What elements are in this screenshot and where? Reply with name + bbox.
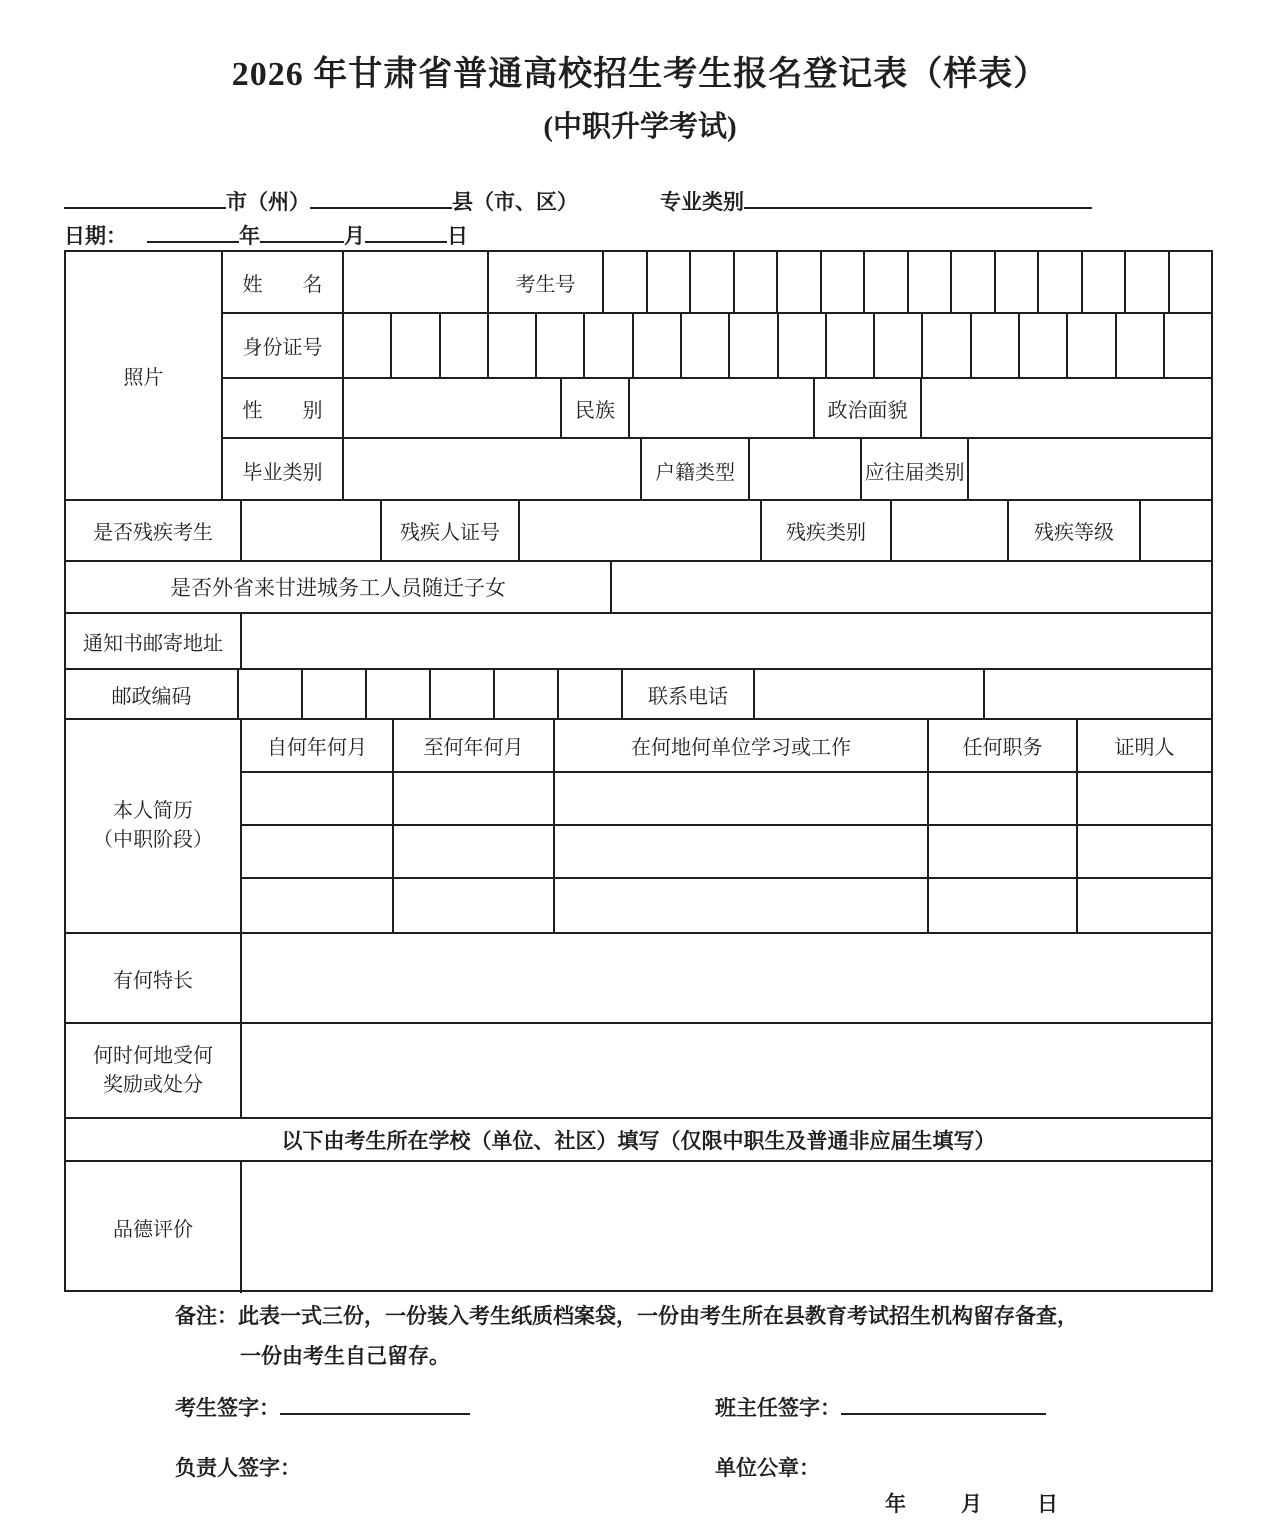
photo-block-right (223, 252, 1211, 499)
footer-year-label: 年 (885, 1492, 906, 1516)
date-line (64, 220, 1214, 250)
footer-day-label: 日 (1037, 1492, 1058, 1516)
is-disabled-label: 是否残疾考生 (66, 501, 242, 560)
exam-no-digit-box[interactable] (604, 252, 648, 312)
contact-phone-value-cell-1[interactable] (755, 670, 985, 718)
candidate-signature-label: 考生签字： (175, 1396, 280, 1420)
postal-digit-box[interactable] (239, 670, 303, 718)
specialties-value-cell[interactable] (242, 934, 1211, 1022)
id-digit-box[interactable] (779, 314, 827, 377)
id-digit-box[interactable] (972, 314, 1020, 377)
contact-phone-value-cell-2[interactable] (985, 670, 1211, 718)
migrant-children-label: 是否外省来甘进城务工人员随迁子女 (66, 562, 612, 612)
id-digit-box[interactable] (827, 314, 875, 377)
moral-row (66, 1162, 1211, 1293)
ethnicity-label: 民族 (562, 379, 630, 437)
mailing-address-label: 通知书邮寄地址 (66, 614, 242, 668)
disability-cert-value-cell[interactable] (520, 501, 762, 560)
page-title: 2026 年甘肃省普通高校招生考生报名登记表（样表） (231, 56, 1049, 93)
id-digit-box[interactable] (537, 314, 585, 377)
id-digit-box[interactable] (923, 314, 971, 377)
date-month-label: 月 (344, 224, 365, 248)
awards-label-line2: 奖励或处分 (103, 1073, 203, 1096)
specialties-row (66, 934, 1211, 1024)
exam-no-digit-box[interactable] (822, 252, 866, 312)
head-teacher-signature-line (715, 1392, 1046, 1422)
disability-category-value-cell[interactable] (892, 501, 1009, 560)
resume-data-row (242, 826, 1211, 879)
exam-no-digit-box[interactable] (996, 252, 1040, 312)
county-blank[interactable] (310, 186, 452, 209)
resume-block-row (66, 720, 1211, 934)
postal-digit-box[interactable] (559, 670, 623, 718)
resume-cell[interactable] (394, 879, 555, 933)
id-digit-box[interactable] (1117, 314, 1165, 377)
id-digit-box[interactable] (585, 314, 633, 377)
footer-month-label: 月 (961, 1492, 982, 1516)
school-fill-notice: 以下由考生所在学校（单位、社区）填写（仅限中职生及普通非应届生填写） (281, 1128, 996, 1153)
exam-no-digit-box[interactable] (735, 252, 779, 312)
city-label: 市（州） (226, 190, 310, 214)
postal-phone-row (66, 670, 1211, 720)
exam-no-digit-box[interactable] (778, 252, 822, 312)
disability-category-label: 残疾类别 (762, 501, 892, 560)
location-line (64, 186, 1214, 216)
political-status-value-cell[interactable] (922, 379, 1211, 437)
date-label: 日期： (64, 224, 127, 248)
is-disabled-value-cell[interactable] (242, 501, 382, 560)
id-digit-box[interactable] (441, 314, 489, 377)
resume-title-line2: （中职阶段） (93, 829, 213, 851)
id-digit-box[interactable] (682, 314, 730, 377)
migrant-row (66, 562, 1211, 614)
postal-digit-box[interactable] (367, 670, 431, 718)
name-label: 姓 名 (223, 252, 344, 312)
awards-row (66, 1024, 1211, 1119)
disability-row (66, 501, 1211, 562)
migrant-children-value-cell[interactable] (612, 562, 1211, 612)
resume-cell[interactable] (242, 879, 394, 933)
id-digit-box[interactable] (1068, 314, 1116, 377)
gender-row (223, 379, 1211, 439)
note-line-1: 备注：此表一式三份，一份装入考生纸质档案袋，一份由考生所在县教育考试招生机构留存备查， (175, 1304, 1078, 1328)
resume-cell[interactable] (1078, 826, 1211, 877)
id-digit-box[interactable] (1165, 314, 1211, 377)
mailing-address-value-cell[interactable] (242, 614, 1211, 668)
id-digit-box[interactable] (730, 314, 778, 377)
id-no-label: 身份证号 (223, 314, 344, 377)
resume-cell[interactable] (1078, 879, 1211, 933)
graduation-category-value-cell[interactable] (344, 439, 642, 501)
exam-no-digit-box[interactable] (909, 252, 953, 312)
resume-col-to: 至何年何月 (394, 720, 555, 771)
major-category-blank[interactable] (744, 186, 1092, 209)
disability-level-value-cell[interactable] (1141, 501, 1211, 560)
footer-ymd-line (885, 1488, 1058, 1518)
resume-col-witness: 证明人 (1114, 737, 1175, 759)
date-year-blank[interactable] (147, 220, 239, 243)
postal-digit-box[interactable] (303, 670, 367, 718)
resume-cell[interactable] (929, 826, 1078, 877)
school-notice-row (66, 1119, 1211, 1162)
name-row (223, 252, 1211, 314)
page-subtitle: (中职升学考试) (543, 111, 737, 143)
id-digit-box[interactable] (489, 314, 537, 377)
head-teacher-signature-blank[interactable] (841, 1392, 1046, 1415)
awards-label-line1: 何时何地受何 (93, 1044, 213, 1067)
resume-col-position: 任何职务 (929, 720, 1078, 771)
city-blank[interactable] (64, 186, 226, 209)
exam-no-digit-box[interactable] (865, 252, 909, 312)
resume-cell[interactable] (929, 879, 1078, 933)
resume-cell[interactable] (929, 773, 1078, 824)
exam-no-digit-box[interactable] (1083, 252, 1127, 312)
exam-no-digit-box[interactable] (1170, 252, 1212, 312)
id-digit-box[interactable] (875, 314, 923, 377)
date-year-label: 年 (239, 224, 260, 248)
exam-no-label: 考生号 (489, 252, 604, 312)
graduation-category-label: 毕业类别 (223, 439, 344, 501)
name-value-cell[interactable] (344, 252, 489, 312)
responsible-signature-label: 负责人签字： (175, 1456, 301, 1480)
resume-col-where: 在何地何单位学习或工作 (555, 720, 929, 771)
awards-value-cell[interactable] (242, 1024, 1211, 1117)
exam-no-digit-box[interactable] (691, 252, 735, 312)
registration-table (64, 250, 1213, 1292)
id-digit-box[interactable] (634, 314, 682, 377)
postal-code-label: 邮政编码 (66, 670, 239, 718)
date-day-blank[interactable] (365, 220, 447, 243)
resume-grid (242, 720, 1211, 932)
exam-no-boxes (604, 252, 1211, 312)
gender-value-cell[interactable] (344, 379, 562, 437)
gender-label: 性 别 (223, 379, 344, 437)
resume-title-line1: 本人简历 (113, 800, 193, 822)
unit-seal-label: 单位公章： (715, 1456, 820, 1480)
resume-col-from: 自何年何月 (242, 720, 394, 771)
id-digit-box[interactable] (344, 314, 392, 377)
exam-no-digit-box[interactable] (1126, 252, 1170, 312)
photo-cell: 照片 (66, 252, 223, 499)
resume-cell[interactable] (394, 826, 555, 877)
photo-block-row (66, 252, 1211, 501)
resume-cell[interactable] (555, 826, 929, 877)
id-no-boxes (344, 314, 1211, 377)
resume-cell[interactable] (555, 773, 929, 824)
exam-no-digit-box[interactable] (952, 252, 996, 312)
address-row (66, 614, 1211, 670)
disability-level-label: 残疾等级 (1009, 501, 1141, 560)
id-digit-box[interactable] (1020, 314, 1068, 377)
date-day-label: 日 (447, 224, 468, 248)
contact-phone-label: 联系电话 (623, 670, 755, 718)
specialties-label: 有何特长 (66, 934, 242, 1022)
major-category-label: 专业类别 (660, 190, 744, 214)
candidate-signature-blank[interactable] (280, 1392, 470, 1415)
date-month-blank[interactable] (260, 220, 344, 243)
moral-evaluation-value-cell[interactable] (242, 1162, 1211, 1293)
postal-digit-box[interactable] (495, 670, 559, 718)
resume-data-row (242, 773, 1211, 826)
resume-data-row (242, 879, 1211, 933)
id-digit-box[interactable] (392, 314, 440, 377)
exam-no-digit-box[interactable] (648, 252, 692, 312)
political-status-label: 政治面貌 (815, 379, 922, 437)
household-type-value-cell[interactable] (750, 439, 862, 501)
head-teacher-signature-label: 班主任签字： (715, 1396, 841, 1420)
exam-no-digit-box[interactable] (1039, 252, 1083, 312)
resume-cell[interactable] (242, 773, 394, 824)
household-type-label: 户籍类型 (642, 439, 750, 501)
postal-digit-box[interactable] (431, 670, 495, 718)
graduation-row (223, 439, 1211, 501)
resume-cell[interactable] (1078, 773, 1211, 824)
disability-cert-label: 残疾人证号 (382, 501, 520, 560)
resume-cell[interactable] (394, 773, 555, 824)
awards-label-cell (66, 1024, 242, 1117)
fresh-or-former-value-cell[interactable] (969, 439, 1211, 501)
note-line-2: 一份由考生自己留存。 (240, 1344, 450, 1368)
resume-title-cell (66, 720, 242, 932)
moral-evaluation-label: 品德评价 (66, 1162, 242, 1293)
county-label: 县（市、区） (452, 190, 578, 214)
resume-cell[interactable] (555, 879, 929, 933)
id-row (223, 314, 1211, 379)
fresh-or-former-label: 应往届类别 (862, 439, 969, 501)
candidate-signature-line (175, 1392, 470, 1422)
ethnicity-value-cell[interactable] (630, 379, 815, 437)
postal-code-boxes (239, 670, 623, 718)
resume-header-row (242, 720, 1211, 773)
resume-cell[interactable] (242, 826, 394, 877)
